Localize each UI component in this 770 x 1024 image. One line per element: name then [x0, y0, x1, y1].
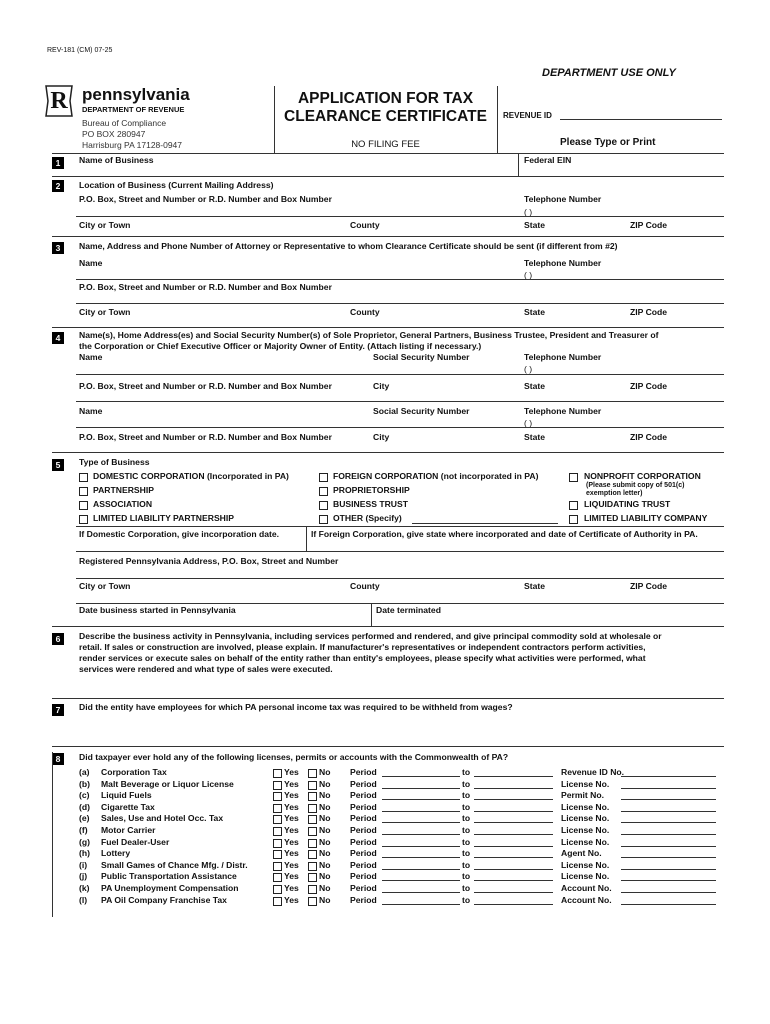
registered-zip-label: ZIP Code — [630, 581, 668, 591]
liquidating-trust-label: LIQUIDATING TRUST — [584, 499, 671, 509]
revenue-id-field[interactable] — [560, 119, 722, 120]
license-id-field[interactable] — [621, 834, 716, 835]
license-no-label: No — [319, 837, 331, 847]
business-trust-checkbox[interactable] — [319, 501, 328, 510]
license-to-label: to — [462, 871, 471, 881]
llp-label: LIMITED LIABILITY PARTNERSHIP — [93, 513, 235, 523]
nonprofit-note-line-1: (Please submit copy of 501(c) — [586, 482, 685, 489]
officer-2-city-label: City — [373, 432, 390, 442]
license-name: Motor Carrier — [101, 825, 156, 835]
license-yes-checkbox[interactable] — [273, 781, 282, 790]
license-period-from-field[interactable] — [382, 822, 460, 823]
federal-ein-label: Federal EIN — [524, 155, 572, 165]
license-period-to-field[interactable] — [474, 892, 553, 893]
attorney-po-box-label: P.O. Box, Street and Number or R.D. Number and Box Number — [79, 282, 332, 292]
license-letter: (h) — [79, 848, 90, 858]
license-yes-label: Yes — [284, 883, 299, 893]
license-no-checkbox[interactable] — [308, 781, 317, 790]
license-id-label: License No. — [561, 802, 610, 812]
license-id-field[interactable] — [621, 880, 716, 881]
describe-line-3: render services or execute sales on behalf of the entity rather than entity's employees, please specify what activities were performed, what — [79, 653, 646, 663]
license-no-checkbox[interactable] — [308, 792, 317, 801]
officer-2-state-label: State — [524, 432, 546, 442]
officer-1-name-label: Name — [79, 352, 103, 362]
officer-2-po-box-label: P.O. Box, Street and Number or R.D. Number and Box Number — [79, 432, 332, 442]
license-id-field[interactable] — [621, 904, 716, 905]
license-period-from-field[interactable] — [382, 776, 460, 777]
licenses-question: Did taxpayer ever hold any of the following licenses, permits or accounts with the Commonwealth of PA? — [79, 752, 509, 762]
license-letter: (a) — [79, 767, 90, 777]
employees-answer-field[interactable] — [76, 714, 724, 746]
officer-1-phone-paren: ( ) — [524, 364, 533, 374]
registered-address-label: Registered Pennsylvania Address, P.O. Box, Street and Number — [79, 556, 339, 566]
nonprofit-label: NONPROFIT CORPORATION — [584, 471, 701, 481]
license-period-label: Period — [350, 790, 377, 800]
license-no-label: No — [319, 871, 331, 881]
state-label: State — [524, 220, 546, 230]
license-no-label: No — [319, 779, 331, 789]
license-id-field[interactable] — [621, 869, 716, 870]
attorney-county-label: County — [350, 307, 380, 317]
license-yes-checkbox[interactable] — [273, 897, 282, 906]
zip-label: ZIP Code — [630, 220, 668, 230]
license-letter: (f) — [79, 825, 88, 835]
foreign-corporation-label: FOREIGN CORPORATION (not incorporated in PA) — [333, 471, 539, 481]
license-no-checkbox[interactable] — [308, 862, 317, 871]
proprietorship-label: PROPRIETORSHIP — [333, 485, 410, 495]
form-title-line-1: APPLICATION FOR TAX — [297, 90, 474, 107]
registered-county-label: County — [350, 581, 380, 591]
section-number-4: 4 — [52, 332, 64, 344]
license-id-label: Account No. — [561, 895, 612, 905]
license-period-label: Period — [350, 860, 377, 870]
license-to-label: to — [462, 790, 471, 800]
license-yes-checkbox[interactable] — [273, 827, 282, 836]
license-no-checkbox[interactable] — [308, 873, 317, 882]
license-no-checkbox[interactable] — [308, 850, 317, 859]
license-no-checkbox[interactable] — [308, 839, 317, 848]
city-label: City or Town — [79, 220, 131, 230]
license-letter: (j) — [79, 871, 88, 881]
describe-line-1: Describe the business activity in Pennsylvania, including services performed and rendered, and give principal commodity sold at wholesale or — [79, 631, 662, 641]
officer-2-phone-paren: ( ) — [524, 418, 533, 428]
employees-question: Did the entity have employees for which PA personal income tax was required to be withheld from wages? — [79, 702, 513, 712]
license-yes-label: Yes — [284, 767, 299, 777]
license-period-to-field[interactable] — [474, 846, 553, 847]
county-label: County — [350, 220, 380, 230]
license-period-label: Period — [350, 825, 377, 835]
license-to-label: to — [462, 860, 471, 870]
license-id-label: License No. — [561, 779, 610, 789]
name-of-business-label: Name of Business — [79, 155, 154, 165]
form-code: REV-181 (CM) 07-25 — [47, 47, 113, 54]
license-period-from-field[interactable] — [382, 846, 460, 847]
business-trust-label: BUSINESS TRUST — [333, 499, 408, 509]
keystone-logo — [44, 84, 74, 118]
domestic-corporation-checkbox[interactable] — [79, 473, 88, 482]
license-period-label: Period — [350, 779, 377, 789]
location-label: Location of Business (Current Mailing Address) — [79, 180, 274, 190]
license-period-label: Period — [350, 848, 377, 858]
license-yes-checkbox[interactable] — [273, 850, 282, 859]
license-no-label: No — [319, 883, 331, 893]
officer-2-telephone-label: Telephone Number — [524, 406, 602, 416]
license-period-to-field[interactable] — [474, 799, 553, 800]
license-period-to-field[interactable] — [474, 880, 553, 881]
officers-label-line-1: Name(s), Home Address(es) and Social Security Number(s) of Sole Proprietor, General Partners, Business Trustee, President and Treasurer of — [79, 330, 659, 340]
other-specify-field[interactable] — [412, 523, 558, 524]
license-letter: (b) — [79, 779, 90, 789]
attorney-name-field[interactable] — [76, 279, 724, 280]
officer-2-ssn-label: Social Security Number — [373, 406, 470, 416]
license-id-field[interactable] — [621, 857, 716, 858]
llp-checkbox[interactable] — [79, 515, 88, 524]
officer-2-name-label: Name — [79, 406, 103, 416]
license-period-to-field[interactable] — [474, 788, 553, 789]
no-filing-fee: NO FILING FEE — [351, 139, 420, 150]
license-period-from-field[interactable] — [382, 857, 460, 858]
nonprofit-note-line-2: exemption letter) — [586, 490, 643, 497]
license-id-label: License No. — [561, 860, 610, 870]
license-no-label: No — [319, 895, 331, 905]
license-no-checkbox[interactable] — [308, 827, 317, 836]
license-to-label: to — [462, 802, 471, 812]
license-to-label: to — [462, 767, 471, 777]
license-no-checkbox[interactable] — [308, 885, 317, 894]
license-to-label: to — [462, 883, 471, 893]
license-period-label: Period — [350, 871, 377, 881]
name-of-business-field[interactable] — [52, 176, 724, 177]
license-yes-checkbox[interactable] — [273, 792, 282, 801]
license-id-label: Account No. — [561, 883, 612, 893]
license-no-label: No — [319, 790, 331, 800]
license-name: Liquid Fuels — [101, 790, 152, 800]
officer-1-state-label: State — [524, 381, 546, 391]
license-id-label: Revenue ID No. — [561, 767, 625, 777]
license-yes-checkbox[interactable] — [273, 885, 282, 894]
license-id-label: License No. — [561, 871, 610, 881]
license-letter: (e) — [79, 813, 90, 823]
address-line-1: Bureau of Compliance — [82, 118, 167, 128]
agency-dept: DEPARTMENT OF REVENUE — [82, 105, 185, 114]
license-yes-checkbox[interactable] — [273, 839, 282, 848]
license-period-to-field[interactable] — [474, 857, 553, 858]
license-letter: (c) — [79, 790, 90, 800]
license-to-label: to — [462, 825, 471, 835]
license-period-to-field[interactable] — [474, 869, 553, 870]
license-letter: (i) — [79, 860, 88, 870]
partnership-label: PARTNERSHIP — [93, 485, 154, 495]
license-yes-label: Yes — [284, 813, 299, 823]
attorney-telephone-label: Telephone Number — [524, 258, 602, 268]
section-number-2: 2 — [52, 180, 64, 192]
license-name: Fuel Dealer-User — [101, 837, 170, 847]
license-letter: (g) — [79, 837, 90, 847]
license-yes-label: Yes — [284, 871, 299, 881]
officer-1-city-label: City — [373, 381, 390, 391]
officer-1-zip-label: ZIP Code — [630, 381, 668, 391]
license-name: Corporation Tax — [101, 767, 167, 777]
license-period-from-field[interactable] — [382, 799, 460, 800]
license-id-field[interactable] — [621, 822, 716, 823]
license-no-label: No — [319, 860, 331, 870]
revenue-id-label: REVENUE ID — [503, 111, 552, 120]
proprietorship-checkbox[interactable] — [319, 487, 328, 496]
license-name: Cigarette Tax — [101, 802, 155, 812]
license-no-checkbox[interactable] — [308, 815, 317, 824]
license-period-label: Period — [350, 813, 377, 823]
business-description-field[interactable] — [76, 676, 724, 698]
license-id-label: License No. — [561, 837, 610, 847]
domestic-corporation-label: DOMESTIC CORPORATION (Incorporated in PA) — [93, 471, 289, 481]
license-period-from-field[interactable] — [382, 904, 460, 905]
license-no-checkbox[interactable] — [308, 897, 317, 906]
officer-1-po-box-label: P.O. Box, Street and Number or R.D. Number and Box Number — [79, 381, 332, 391]
license-yes-checkbox[interactable] — [273, 804, 282, 813]
license-id-field[interactable] — [621, 776, 716, 777]
llc-label: LIMITED LIABILITY COMPANY — [584, 513, 708, 523]
telephone-label: Telephone Number — [524, 194, 602, 204]
section-number-7: 7 — [52, 704, 64, 716]
address-line-2: PO BOX 280947 — [82, 129, 146, 139]
license-id-field[interactable] — [621, 799, 716, 800]
phone-paren: ( ) — [524, 207, 533, 217]
license-yes-label: Yes — [284, 825, 299, 835]
license-period-from-field[interactable] — [382, 811, 460, 812]
attorney-po-box-field[interactable] — [76, 303, 724, 304]
license-period-label: Period — [350, 895, 377, 905]
license-yes-checkbox[interactable] — [273, 769, 282, 778]
logo-letter: R — [50, 88, 68, 114]
license-period-to-field[interactable] — [474, 834, 553, 835]
license-letter: (l) — [79, 895, 88, 905]
license-to-label: to — [462, 895, 471, 905]
section-number-5: 5 — [52, 459, 64, 471]
license-yes-label: Yes — [284, 837, 299, 847]
section-number-8: 8 — [52, 753, 64, 765]
license-yes-checkbox[interactable] — [273, 862, 282, 871]
registered-city-field[interactable] — [76, 603, 724, 604]
license-no-label: No — [319, 813, 331, 823]
license-to-label: to — [462, 848, 471, 858]
llc-checkbox[interactable] — [569, 515, 578, 524]
section-number-3: 3 — [52, 242, 64, 254]
license-no-checkbox[interactable] — [308, 769, 317, 778]
license-name: Sales, Use and Hotel Occ. Tax — [101, 813, 224, 823]
license-period-label: Period — [350, 802, 377, 812]
license-id-label: License No. — [561, 813, 610, 823]
license-period-to-field[interactable] — [474, 776, 553, 777]
attorney-zip-label: ZIP Code — [630, 307, 668, 317]
liquidating-trust-checkbox[interactable] — [569, 501, 578, 510]
officer-2-name-field[interactable] — [76, 427, 724, 428]
license-letter: (d) — [79, 802, 90, 812]
license-yes-label: Yes — [284, 790, 299, 800]
license-name: Small Games of Chance Mfg. / Distr. — [101, 860, 248, 870]
license-to-label: to — [462, 779, 471, 789]
license-to-label: to — [462, 813, 471, 823]
date-started-label: Date business started in Pennsylvania — [79, 605, 236, 615]
license-id-field[interactable] — [621, 811, 716, 812]
other-label: OTHER (Specify) — [333, 513, 402, 523]
license-period-from-field[interactable] — [382, 880, 460, 881]
license-name: Public Transportation Assistance — [101, 871, 237, 881]
agency-name: pennsylvania — [82, 85, 190, 104]
license-yes-checkbox[interactable] — [273, 815, 282, 824]
license-id-field[interactable] — [621, 788, 716, 789]
po-box-label: P.O. Box, Street and Number or R.D. Number and Box Number — [79, 194, 332, 204]
license-name: PA Oil Company Franchise Tax — [101, 895, 227, 905]
registered-address-field[interactable] — [76, 578, 724, 579]
section-border — [52, 752, 53, 917]
license-name: PA Unemployment Compensation — [101, 883, 239, 893]
registered-city-label: City or Town — [79, 581, 131, 591]
association-checkbox[interactable] — [79, 501, 88, 510]
license-id-label: Agent No. — [561, 848, 602, 858]
license-yes-label: Yes — [284, 895, 299, 905]
license-no-label: No — [319, 767, 331, 777]
license-period-from-field[interactable] — [382, 788, 460, 789]
officer-1-address-field[interactable] — [76, 401, 724, 402]
describe-line-4: services were rendered and what type of sales were executed. — [79, 664, 333, 674]
officer-1-telephone-label: Telephone Number — [524, 352, 602, 362]
attorney-city-label: City or Town — [79, 307, 131, 317]
registered-state-label: State — [524, 581, 546, 591]
association-label: ASSOCIATION — [93, 499, 153, 509]
license-letter: (k) — [79, 883, 90, 893]
license-name: Lottery — [101, 848, 131, 858]
license-period-to-field[interactable] — [474, 811, 553, 812]
license-period-label: Period — [350, 883, 377, 893]
license-id-label: Permit No. — [561, 790, 604, 800]
address-line-3: Harrisburg PA 17128-0947 — [82, 140, 183, 150]
department-use-only: DEPARTMENT USE ONLY — [542, 67, 676, 79]
partnership-checkbox[interactable] — [79, 487, 88, 496]
license-no-label: No — [319, 825, 331, 835]
date-terminated-label: Date terminated — [376, 605, 441, 615]
license-yes-label: Yes — [284, 779, 299, 789]
license-name: Malt Beverage or Liquor License — [101, 779, 234, 789]
license-id-label: License No. — [561, 825, 610, 835]
license-no-label: No — [319, 802, 331, 812]
type-of-business-label: Type of Business — [79, 457, 150, 467]
license-yes-label: Yes — [284, 802, 299, 812]
nonprofit-checkbox[interactable] — [569, 473, 578, 482]
license-no-label: No — [319, 848, 331, 858]
license-no-checkbox[interactable] — [308, 804, 317, 813]
license-period-from-field[interactable] — [382, 834, 460, 835]
section-number-6: 6 — [52, 633, 64, 645]
foreign-state-label: If Foreign Corporation, give state where incorporated and date of Certificate of Authority in PA. — [311, 529, 698, 539]
section-number-1: 1 — [52, 157, 64, 169]
form-title-line-2: CLEARANCE CERTIFICATE — [284, 108, 487, 125]
officers-label-line-2: the Corporation or Chief Executive Officer or Majority Owner of Entity. (Attach listing if necessary.) — [79, 341, 482, 351]
license-period-label: Period — [350, 767, 377, 777]
license-to-label: to — [462, 837, 471, 847]
officer-2-zip-label: ZIP Code — [630, 432, 668, 442]
describe-line-2: retail. If sales or construction are involved, please explain. If manufacturer's representatives or independent contractors perform activities, — [79, 642, 646, 652]
license-period-from-field[interactable] — [382, 869, 460, 870]
license-period-to-field[interactable] — [474, 822, 553, 823]
license-yes-checkbox[interactable] — [273, 873, 282, 882]
license-period-from-field[interactable] — [382, 892, 460, 893]
domestic-incorporation-date-label: If Domestic Corporation, give incorporation date. — [79, 529, 280, 539]
incorporation-date-field[interactable] — [76, 551, 724, 552]
attorney-state-label: State — [524, 307, 546, 317]
attorney-label: Name, Address and Phone Number of Attorney or Representative to whom Clearance Certificate should be sent (if different from #2) — [79, 241, 618, 251]
po-box-field[interactable] — [76, 216, 724, 217]
license-id-field[interactable] — [621, 892, 716, 893]
license-period-label: Period — [350, 837, 377, 847]
officer-1-name-field[interactable] — [76, 374, 724, 375]
other-checkbox[interactable] — [319, 515, 328, 524]
attorney-phone-paren: ( ) — [524, 270, 533, 280]
foreign-corporation-checkbox[interactable] — [319, 473, 328, 482]
business-dates-field[interactable] — [52, 626, 724, 627]
officer-1-ssn-label: Social Security Number — [373, 352, 470, 362]
license-yes-label: Yes — [284, 860, 299, 870]
attorney-name-label: Name — [79, 258, 103, 268]
license-period-to-field[interactable] — [474, 904, 553, 905]
license-id-field[interactable] — [621, 846, 716, 847]
license-yes-label: Yes — [284, 848, 299, 858]
please-type-or-print: Please Type or Print — [560, 137, 656, 148]
